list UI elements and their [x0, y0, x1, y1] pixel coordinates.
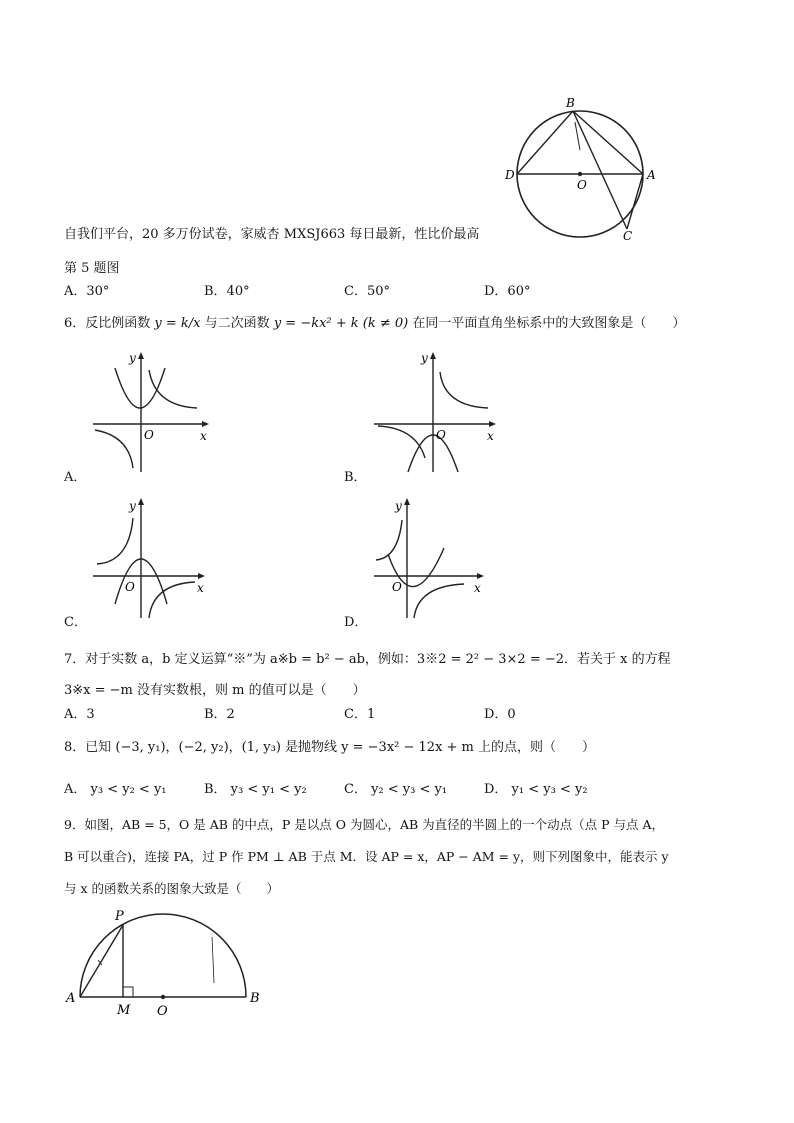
q5-chord-BC	[573, 111, 627, 229]
svg-text:O: O	[144, 428, 154, 442]
q9-label-A: A	[66, 991, 76, 1006]
q9-label-M: M	[117, 1003, 131, 1018]
q9-right-angle	[123, 987, 133, 997]
q9-line1: 9．如图，AB = 5，O 是 AB 的中点，P 是以点 O 为圆心，AB 为直径的半圆上的一个动点（点 P 与点 A，	[64, 817, 665, 832]
q5-center-dot	[578, 172, 582, 176]
q7-option-d: D．0	[484, 707, 516, 722]
q6-text-mid: 与二次函数	[204, 316, 270, 331]
q6-graph-a	[85, 348, 215, 478]
svg-text:x: x	[474, 581, 481, 595]
watermark-text: 自我们平台，20 多万份试卷，家威杏 MXSJ663 每日最新，性比价最高	[64, 227, 480, 242]
q5-label-A: A	[647, 168, 656, 182]
q5-chord-AC	[627, 174, 643, 229]
q5-label-B: B	[566, 96, 575, 110]
q8-option-d: D． y₁ < y₃ < y₂	[484, 782, 588, 797]
q7-option-b: B．2	[204, 707, 235, 722]
svg-text:x: x	[197, 581, 204, 595]
q7-option-a: A．3	[64, 707, 95, 722]
q5-label-O: O	[577, 178, 587, 192]
q6-graph-c-label: C．	[64, 615, 87, 630]
q9-label-B: B	[250, 991, 260, 1006]
q5-label-C: C	[623, 229, 633, 242]
q6-graph-d	[370, 494, 500, 624]
q9-label-P: P	[115, 909, 124, 924]
q5-option-a: A．30°	[64, 284, 110, 299]
q6-graph-d-label: D．	[344, 615, 368, 630]
q5-label-D: D	[505, 168, 515, 182]
q6-stem	[64, 316, 685, 332]
q8-line1: 8．已知 (−3, y₁)，(−2, y₂)，(1, y₃) 是抛物线 y = −3x² − 12x + m 上的点，则（ ）	[64, 740, 596, 755]
svg-text:O: O	[392, 580, 402, 594]
q6-graph-a-label: A．	[64, 470, 87, 485]
q9-line3: 与 x 的函数关系的图象大致是（ ）	[64, 881, 279, 896]
q6-text-pre: 6．反比例函数	[64, 316, 151, 331]
q9-semicircle-figure	[62, 905, 274, 1020]
q6-graph-c	[85, 494, 215, 624]
q9-center-dot	[161, 995, 165, 999]
q5-caption: 第 5 题图	[64, 261, 120, 276]
q6-graph-b	[370, 348, 500, 478]
q7-option-c: C．1	[344, 707, 376, 722]
q9-label-O: O	[157, 1004, 168, 1019]
svg-text:y: y	[129, 351, 136, 365]
svg-text:y: y	[129, 499, 136, 513]
svg-text:O: O	[436, 428, 446, 442]
q5-chord-BA	[573, 111, 643, 174]
q5-option-d: D．60°	[484, 284, 531, 299]
q9-segment-PA	[80, 925, 123, 997]
q7-line1: 7．对于实数 a，b 定义运算“※”为 a※b = b² − ab，例如：3※2 = 2² − 3×2 = −2．若关于 x 的方程	[64, 652, 671, 667]
q8-option-b: B． y₃ < y₁ < y₂	[204, 782, 307, 797]
q8-option-a: A． y₃ < y₂ < y₁	[64, 782, 167, 797]
svg-text:x: x	[487, 429, 494, 443]
q5-option-b: B．40°	[204, 284, 250, 299]
svg-text:O: O	[125, 580, 135, 594]
q6-func1: y = k/x	[154, 316, 201, 331]
svg-text:y: y	[395, 499, 402, 513]
q6-graph-b-label: B．	[344, 470, 367, 485]
svg-text:y: y	[421, 351, 428, 365]
q5-circle-figure	[500, 92, 670, 242]
q5-option-c: C．50°	[344, 284, 390, 299]
svg-text:x: x	[200, 429, 207, 443]
q9-line2: B 可以重合)，连接 PA，过 P 作 PM ⊥ AB 于点 M．设 AP = x，AP − AM = y，则下列图象中，能表示 y	[64, 849, 669, 864]
q6-text-post: 在同一平面直角坐标系中的大致图象是（ ）	[412, 316, 686, 331]
q7-line2: 3※x = −m 没有实数根，则 m 的值可以是（ ）	[64, 683, 366, 698]
q6-func2: y = −kx² + k (k ≠ 0)	[273, 316, 409, 331]
q8-option-c: C． y₂ < y₃ < y₁	[344, 782, 448, 797]
